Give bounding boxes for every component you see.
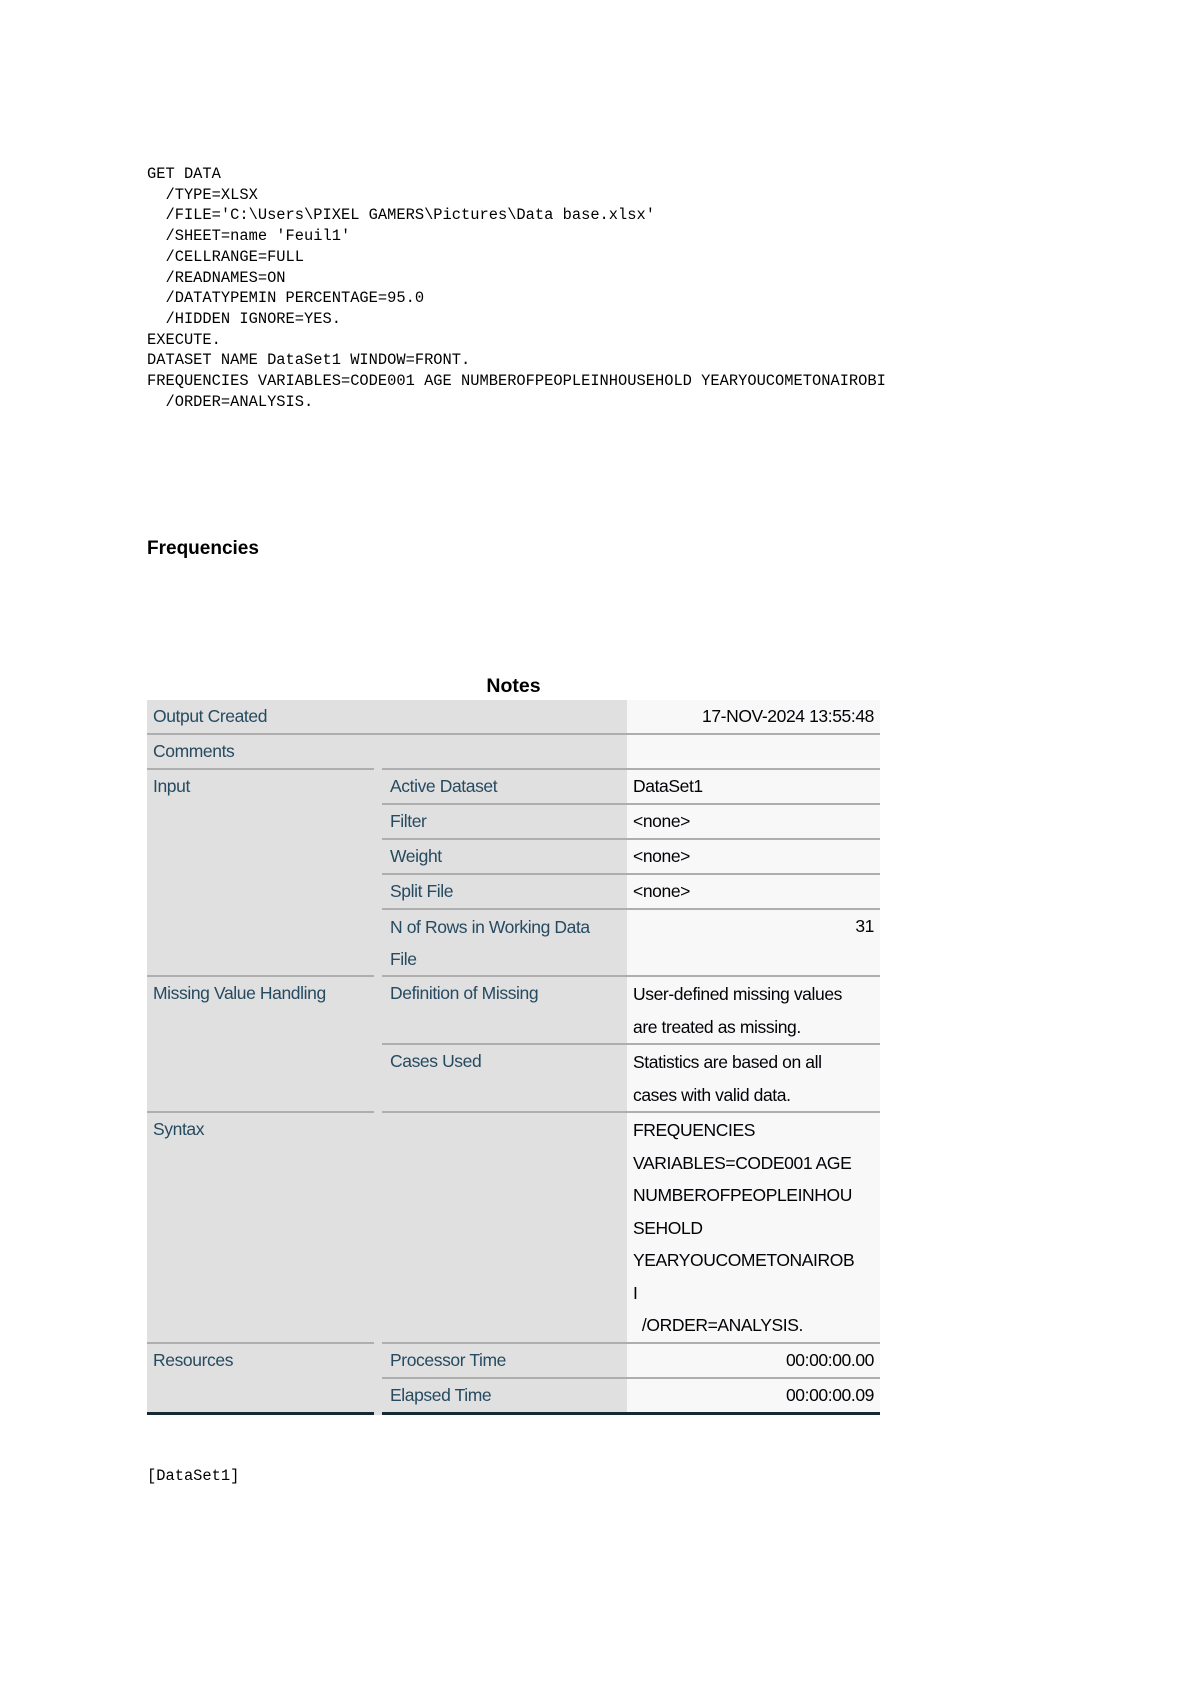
cell-value: 00:00:00.09 [627,1378,880,1414]
syntax-line: /CELLRANGE=FULL [147,247,305,266]
label-line: File [390,949,417,969]
value-line: SEHOLD [633,1217,703,1238]
table-row [147,1112,880,1343]
syntax-line: /READNAMES=ON [147,268,286,287]
label-line: N of Rows in Working Data [390,917,590,937]
value-line: VARIABLES=CODE001 AGE [633,1152,852,1173]
table-row [147,976,880,1044]
syntax-line: /FILE='C:\Users\PIXEL GAMERS\Pictures\Data base.xlsx' [147,206,655,225]
notes-table [147,700,880,1415]
row-sublabel: Elapsed Time [378,1378,627,1414]
table-row [147,1343,880,1378]
cell-value: DataSet1 [627,769,880,804]
row-label: Missing Value Handling [147,976,378,1112]
syntax-line: /TYPE=XLSX [147,185,258,204]
cell-value [627,734,880,769]
value-line: are treated as missing. [633,1016,801,1037]
value-line: cases with valid data. [633,1084,791,1105]
row-sublabel: Filter [378,804,627,839]
row-sublabel: Cases Used [378,1044,627,1112]
row-sublabel: Split File [378,874,627,909]
syntax-line: /SHEET=name 'Feuil1' [147,227,351,246]
cell-value: 00:00:00.00 [627,1343,880,1378]
row-label: Syntax [147,1112,627,1343]
row-label: Output Created [147,700,627,734]
row-label: Input [147,769,378,976]
row-label: Resources [147,1343,378,1414]
cell-value: 31 [627,909,880,976]
cell-value [627,976,880,1044]
value-line: Statistics are based on all [633,1052,822,1072]
row-sublabel [378,909,627,976]
table-row [147,769,880,804]
value-line: I [633,1282,638,1303]
syntax-block [147,164,886,412]
table-row [147,734,880,769]
notes-table-title: Notes [486,675,541,697]
syntax-line: /DATATYPEMIN PERCENTAGE=95.0 [147,289,425,308]
cell-value: <none> [627,874,880,909]
cell-value: <none> [627,804,880,839]
row-sublabel: Definition of Missing [378,976,627,1044]
cell-value: <none> [627,839,880,874]
cell-value: 17-NOV-2024 13:55:48 [627,700,880,734]
syntax-line: /ORDER=ANALYSIS. [147,392,314,411]
dataset-tag: [DataSet1] [147,1467,240,1485]
cell-value [627,1112,880,1343]
row-sublabel: Active Dataset [378,769,627,804]
row-label: Comments [147,734,627,769]
syntax-line: EXECUTE. [147,330,221,349]
table-row [147,700,880,734]
section-title: Frequencies [147,538,259,559]
value-line: /ORDER=ANALYSIS. [633,1315,803,1335]
row-sublabel: Weight [378,839,627,874]
syntax-line: GET DATA [147,165,221,183]
syntax-line: FREQUENCIES VARIABLES=CODE001 AGE NUMBEROFPEOPLEINHOUSEHOLD YEARYOUCOMETONAIROBI [147,372,886,391]
cell-value [627,1044,880,1112]
value-line: User-defined missing values [633,984,843,1004]
syntax-line: /HIDDEN IGNORE=YES. [147,309,341,328]
syntax-line: DATASET NAME DataSet1 WINDOW=FRONT. [147,351,471,370]
value-line: YEARYOUCOMETONAIROB [633,1250,855,1270]
row-sublabel: Processor Time [378,1343,627,1378]
value-line: NUMBEROFPEOPLEINHOU [633,1185,852,1205]
value-line: FREQUENCIES [633,1120,756,1140]
